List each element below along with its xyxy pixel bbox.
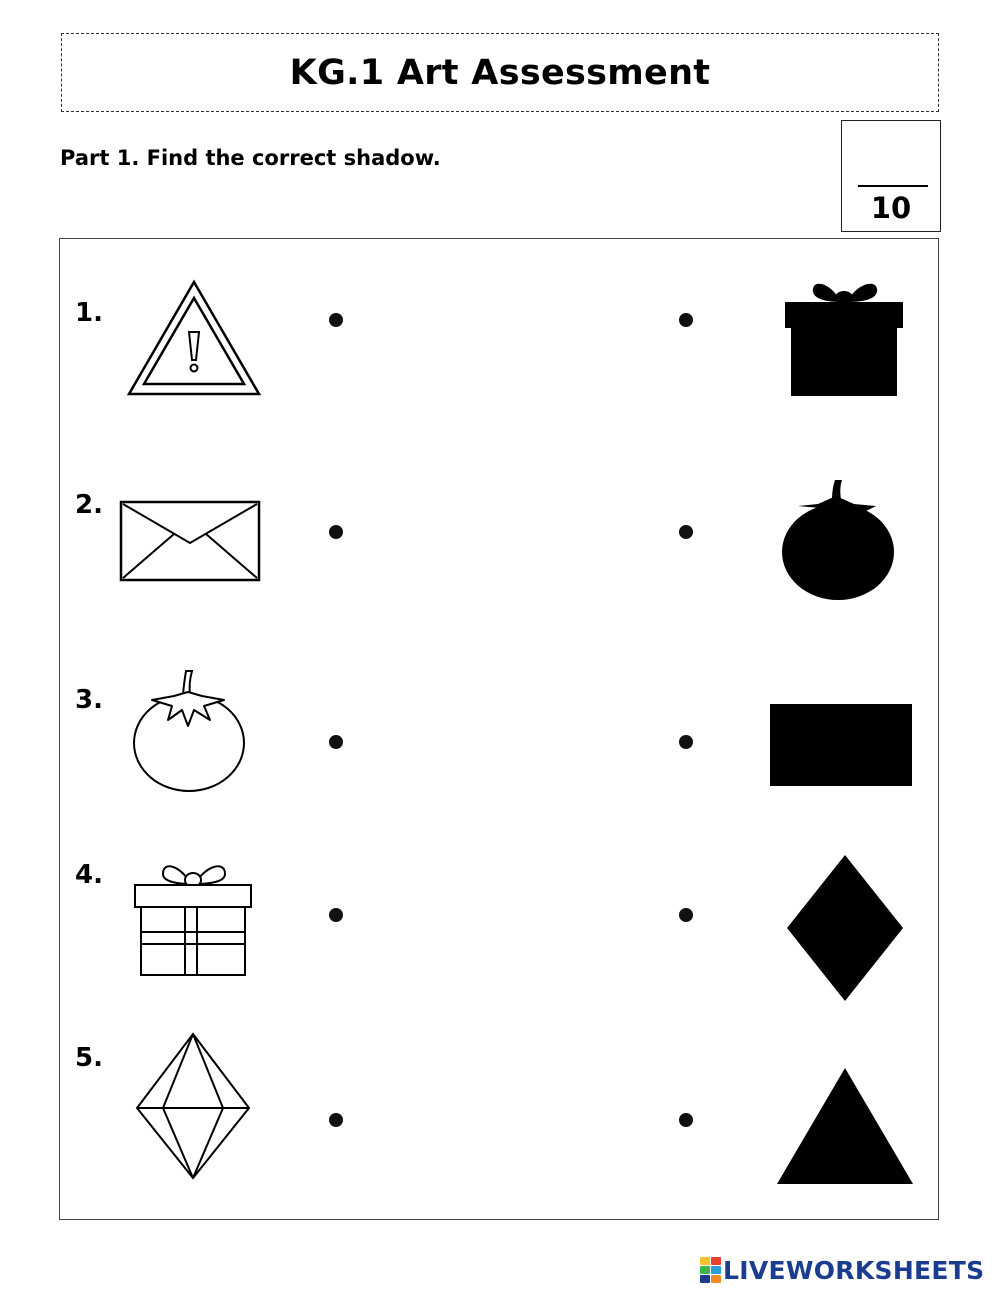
logo-tile [700, 1266, 710, 1274]
tomato-shadow-icon [780, 478, 900, 602]
title-box [61, 33, 939, 112]
warning-sign-icon [127, 280, 261, 396]
tomato-icon [132, 670, 248, 794]
envelope-icon [119, 500, 261, 582]
item-number-2: 2. [75, 490, 103, 520]
logo-tile [711, 1257, 721, 1265]
part-instruction: Part 1. Find the correct shadow. [60, 146, 441, 170]
brand-name[interactable]: LIVEWORKSHEETS [723, 1255, 985, 1285]
logo-tile [711, 1266, 721, 1274]
liveworksheets-logo-icon [700, 1257, 720, 1283]
crystal-icon [135, 1032, 251, 1180]
item-number-4: 4. [75, 860, 103, 890]
right-match-dot-5[interactable] [679, 1113, 693, 1127]
gift-box-icon [133, 858, 253, 978]
diamond-shadow-icon [787, 855, 903, 1001]
score-blank-line [858, 185, 928, 187]
left-match-dot-2[interactable] [329, 525, 343, 539]
right-match-dot-3[interactable] [679, 735, 693, 749]
logo-tile [700, 1257, 710, 1265]
right-match-dot-2[interactable] [679, 525, 693, 539]
rectangle-shadow-icon [770, 704, 912, 786]
right-match-dot-1[interactable] [679, 313, 693, 327]
right-match-dot-4[interactable] [679, 908, 693, 922]
logo-tile [711, 1275, 721, 1283]
score-total: 10 [870, 191, 912, 225]
left-match-dot-3[interactable] [329, 735, 343, 749]
triangle-shadow-icon [777, 1068, 913, 1184]
page-title: KG.1 Art Assessment [289, 52, 711, 93]
score-box [841, 120, 941, 232]
left-match-dot-1[interactable] [329, 313, 343, 327]
logo-tile [700, 1275, 710, 1283]
left-match-dot-5[interactable] [329, 1113, 343, 1127]
gift-box-shadow-icon [783, 280, 905, 398]
item-number-3: 3. [75, 685, 103, 715]
footer-brand [700, 1254, 984, 1286]
left-match-dot-4[interactable] [329, 908, 343, 922]
item-number-1: 1. [75, 298, 103, 328]
item-number-5: 5. [75, 1043, 103, 1073]
